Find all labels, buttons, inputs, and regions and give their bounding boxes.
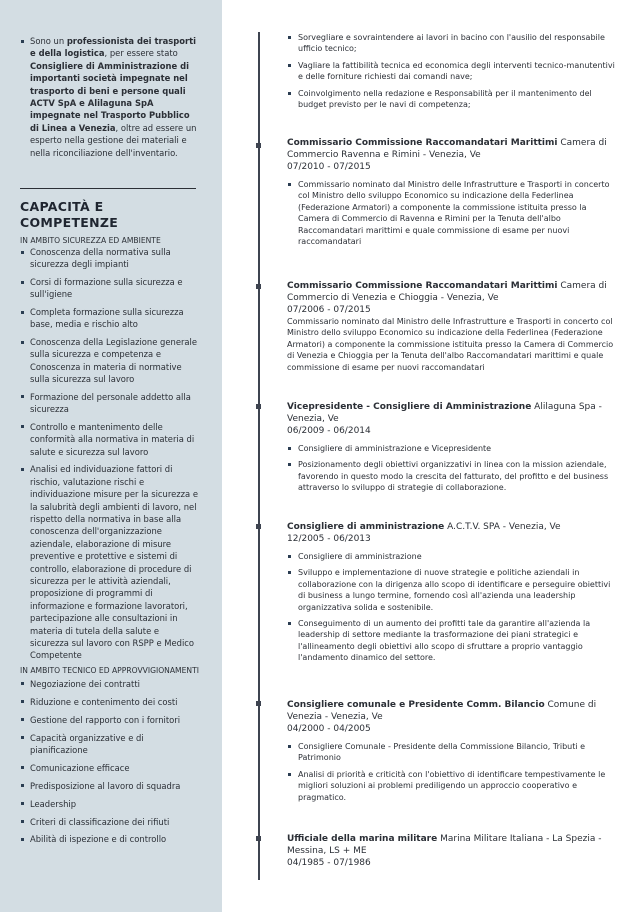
intro-text-3: , per essere stato: [104, 48, 178, 59]
duty-item: Vagliare la fattibilità tecnica ed economica degli interventi tecnico-manutentivi e delle forniture richiesti dai comandi nave;: [287, 60, 617, 83]
job-date: 07/2010 - 07/2015: [287, 162, 371, 172]
skill-item: Conoscenza della Legislazione generale sulla sicurezza e competenza e Conoscenza in materia di normative sulla sicurezza sul lavoro: [20, 336, 200, 386]
duty-item: Analisi di priorità e criticità con l'obiettivo di identificare tempestivamente le migliori soluzioni ai problemi prediligendo un approccio cooperativo e pragmatico.: [287, 769, 617, 803]
duty-item: Commissario nominato dal Ministro delle Infrastrutture e Trasporti in concerto col Ministro dello sviluppo Economico su indicazione della Federlinea (Federazione Armatori) a componente la commissione istituita presso la Camera di Commercio di Ravenna e Rimini per la Tenuta dell'albo Raccomandatari marittimi e quale commissione di esame per nuovi raccomandatari: [287, 179, 617, 247]
job-organization: Alilaguna Spa - Venezia, Ve: [287, 402, 602, 424]
duty-item: Sorvegliare e sovraintendere ai lavori in bacino con l'ausilio del responsabile ufficio tecnico;: [287, 32, 617, 55]
job-duties: [287, 741, 617, 803]
duty-item: Conseguimento di un aumento dei profitti tale da garantire all'azienda la leadership di settore mediante la trasformazione dei piani strategici e l'allineamento degli obiettivi allo scopo di sfruttare a proprio vantaggio l'andamento dinamico del settore.: [287, 618, 617, 664]
job-duties: [287, 551, 617, 664]
skills-section-title: CAPACITÀ E COMPETENZE: [20, 199, 119, 231]
intro-list: [20, 35, 200, 159]
experience-top: [287, 32, 617, 115]
duty-item: Consigliere di amministrazione: [287, 551, 617, 562]
job-entry: [287, 280, 617, 373]
job-organization: Camera di Commercio Ravenna e Rimini - Venezia, Ve: [287, 138, 607, 160]
skill-item: Corsi di formazione sulla sicurezza e sull'igiene: [20, 276, 200, 301]
job-entry: [287, 699, 617, 808]
tech-skills-list: [20, 678, 200, 846]
skill-item: Capacità organizzative e di pianificazione: [20, 732, 200, 757]
safety-subtitle: IN AMBITO SICUREZZA ED AMBIENTE: [20, 236, 161, 246]
sidebar-content: [20, 35, 200, 851]
intro-text-4: Consigliere di Amministrazione di importanti società impegnate nel trasporto di beni e persone quali ACTV SpA e Alilaguna SpA impegnate nel Trasporto Pubblico di Linea a Venezia: [30, 60, 190, 133]
job-entry: [287, 521, 617, 669]
timeline-marker: [256, 836, 261, 841]
job-organization: Marina Militare Italiana - La Spezia - Messina, LS + ME: [287, 834, 602, 856]
job-role: Ufficiale della marina militare: [287, 834, 438, 844]
sidebar: [0, 0, 222, 912]
skill-item: Analisi ed individuazione fattori di rischio, valutazione rischi e individuazione misure per la sicurezza e la salubrità degli ambienti di lavoro, nel rispetto della normativa in base alla conoscenza dell'organizzazione aziendale, elaborazione di misure preventive e protettive e sistemi di controllo, elaborazione di procedure di sicurezza per le attività aziendali, proposizione di programmi di informazione e formazione lavoratori, partecipazione alle consultazioni in materia di tutela della salute e sicurezza sul lavoro con RSPP e Medico Competente: [20, 463, 200, 662]
job-entry: [287, 137, 617, 252]
job-entry: [287, 833, 617, 869]
job-entry: [287, 401, 617, 499]
job-role: Consigliere di amministrazione: [287, 522, 445, 532]
job-role: Consigliere comunale e Presidente Comm. Bilancio: [287, 700, 545, 710]
job-organization: Comune di Venezia - Venezia, Ve: [287, 700, 597, 722]
job-description: Commissario nominato dal Ministro delle Infrastrutture e Trasporti in concerto col Ministro dello sviluppo Economico su indicazione della Federlinea (Federazione Armatori) a componente la commissione istituita presso la Camera di Commercio di Venezia e Chioggia per la Tenuta dell'albo Raccomandatari marittimi e quale commissione di esame per nuovi raccomandatari: [287, 317, 614, 372]
job-role: Commissario Commissione Raccomandatari Marittimi: [287, 138, 558, 148]
job-date: 04/1985 - 07/1986: [287, 858, 371, 868]
timeline-marker: [256, 404, 261, 409]
job-heading: [287, 137, 617, 161]
duty-item: Consigliere Comunale - Presidente della Commissione Bilancio, Tributi e Patrimonio: [287, 741, 617, 764]
timeline-marker: [256, 524, 261, 529]
intro-text-2: professionista dei trasporti e della logistica: [30, 36, 196, 59]
skill-item: Comunicazione efficace: [20, 762, 200, 774]
skill-item: Formazione del personale addetto alla sicurezza: [20, 391, 200, 416]
section-divider: [20, 188, 196, 189]
job-organization: Camera di Commercio di Venezia e Chioggia - Venezia, Ve: [287, 281, 607, 303]
skill-item: Criteri di classificazione dei rifiuti: [20, 816, 200, 828]
skill-item: Controllo e mantenimento delle conformità alla normativa in materia di salute e sicurezza sul lavoro: [20, 421, 200, 458]
job-date: 07/2006 - 07/2015: [287, 305, 371, 315]
intro-text: [20, 35, 200, 159]
skill-item: Abilità di ispezione e di controllo: [20, 833, 200, 845]
skill-item: Riduzione e contenimento dei costi: [20, 696, 200, 708]
job-duties: [287, 443, 617, 494]
skill-item: Gestione del rapporto con i fornitori: [20, 714, 200, 726]
job-heading: [287, 280, 617, 304]
prior-role-duties: [287, 32, 617, 110]
job-heading: [287, 699, 617, 723]
duty-item: Posizionamento degli obiettivi organizzativi in linea con la mission aziendale, favorendo in questo modo la crescita del fatturato, del profitto e del business attraverso lo sviluppo di strategie di collaborazione.: [287, 459, 617, 493]
safety-skills-list: [20, 246, 200, 662]
tech-subtitle: IN AMBITO TECNICO ED APPROVVIGIONAMENTI: [20, 665, 199, 675]
skill-item: Conoscenza della normativa sulla sicurezza degli impianti: [20, 246, 200, 271]
job-heading: [287, 833, 617, 857]
job-organization: A.C.T.V. SPA - Venezia, Ve: [444, 522, 561, 532]
job-heading: [287, 521, 617, 533]
skill-item: Negoziazione dei contratti: [20, 678, 200, 690]
job-role: Vicepresidente - Consigliere di Amministrazione: [287, 402, 532, 412]
intro-text-5: , oltre ad essere un esperto nella gestione dei materiali e nella riconciliazione dell'inventario.: [30, 122, 197, 158]
duty-item: Consigliere di amministrazione e Vicepresidente: [287, 443, 617, 454]
job-date: 04/2000 - 04/2005: [287, 724, 371, 734]
job-role: Commissario Commissione Raccomandatari Marittimi: [287, 281, 558, 291]
job-date: 06/2009 - 06/2014: [287, 426, 371, 436]
timeline-marker: [256, 701, 261, 706]
timeline-marker: [256, 143, 261, 148]
timeline-marker: [256, 284, 261, 289]
intro-text-1: Sono un: [30, 36, 67, 46]
duty-item: Coinvolgimento nella redazione e Responsabilità per il mantenimento del budget previsto per le navi di competenza;: [287, 88, 617, 111]
job-heading: [287, 401, 617, 425]
skill-item: Completa formazione sulla sicurezza base, media e rischio alto: [20, 306, 200, 331]
job-date: 12/2005 - 06/2013: [287, 534, 371, 544]
timeline-line: [258, 32, 260, 880]
skill-item: Predisposizione al lavoro di squadra: [20, 780, 200, 792]
duty-item: Sviluppo e implementazione di nuove strategie e politiche aziendali in collaborazione con la dirigenza allo scopo di identificare e perseguire obiettivi di business a lungo termine, fornendo così all'azienda una leadership organizzativa solida e sostenibile.: [287, 567, 617, 613]
skill-item: Leadership: [20, 798, 200, 810]
job-duties: [287, 179, 617, 247]
